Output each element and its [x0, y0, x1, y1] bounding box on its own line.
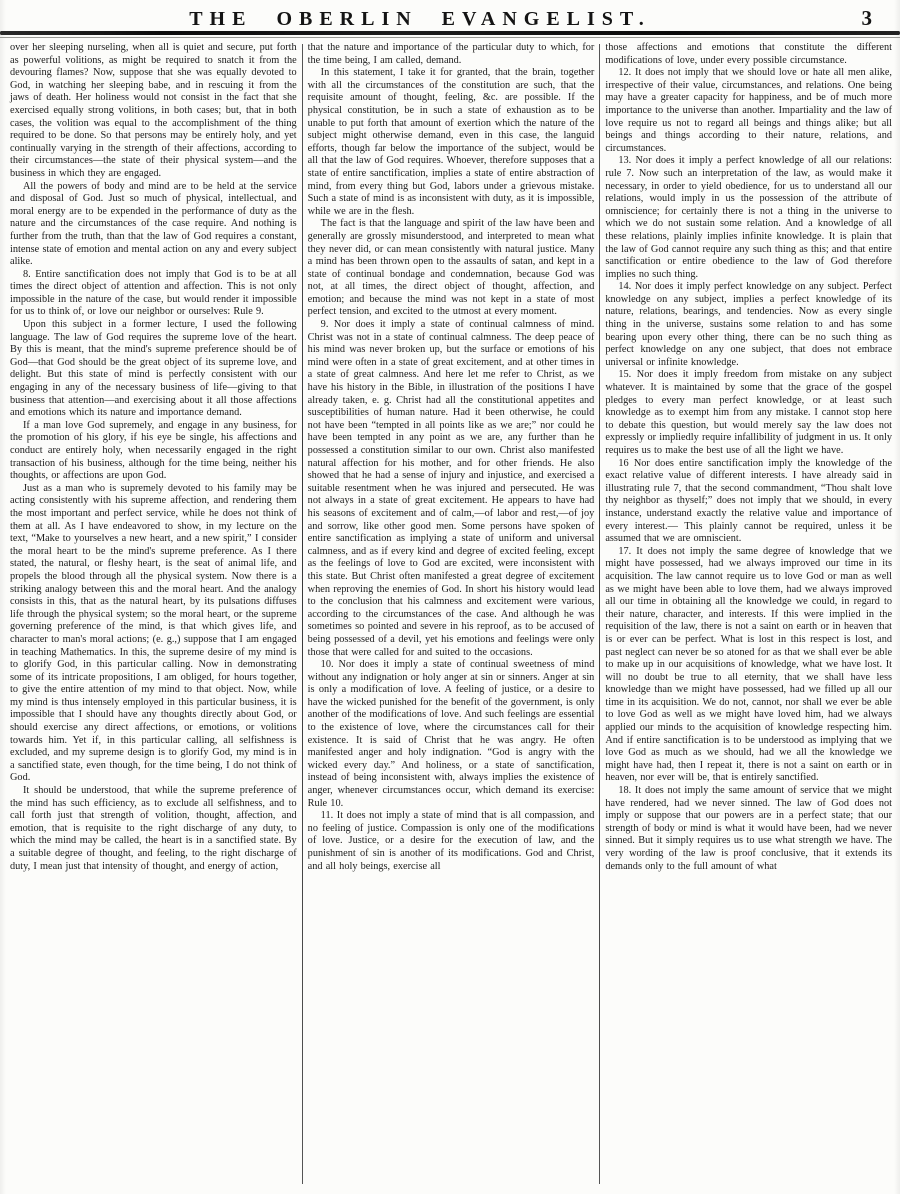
masthead	[0, 0, 900, 32]
paragraph: If a man love God supremely, and engage in any business, for the promotion of his glory, if his eye be single, his affections and conduct are entirely holy, when necessarily engaged in the right transaction of his business, although for the time being, neither his thoughts, or affections are upon God.	[10, 419, 297, 482]
masthead-title: THE OBERLIN EVANGELIST.	[189, 8, 651, 30]
paragraph: All the powers of body and mind are to be held at the service and disposal of God. Just so much of physical, intellectual, and moral energy are to be expended in the performance of duty as the nature and the circumstances of the case require. And nothing is further from the truth, than that the law of God requires a constant, intense state of emotion and mental action on any and every subject alike.	[10, 180, 297, 268]
paragraph: 11. It does not imply a state of mind that is all compassion, and no feeling of justice. Compassion is only one of the modifications of love. Justice, or a desire for the execution of law, and the punishment of sin is another of its modifications. God and Christ, and all holy beings, exercise all	[307, 810, 595, 872]
column-divider	[302, 44, 303, 1184]
paragraph: 9. Nor does it imply a state of continual calmness of mind. Christ was not in a state of continual calmness. The deep peace of his mind was never broken up, but the surface or emotions of his mind were often in a state of great excitement, and at other times in a state of great calmness. And here let me refer to Christ, as we have his history in the Bible, in illustration of the positions I have already taken, e. g. Christ had all the constitutional appetites and susceptibilities of human nature. Had it been otherwise, he could not have been “tempted in all points like as we are;” nor could he have been tempted in any point as we are, any further than he possessed a constitution similar to our own. Christ also manifested natural affection for his mother, and for other friends. He also showed that he had a sense of injury and injustice, and exercised a suitable resentment when he was injured and persecuted. He was not always in a state of great excitement. He appears to have had his seasons of excitement and of calm,—of labor and rest,—of joy and sorrow, like other good men. Some persons have spoken of entire sanctification as implying a state of uniform and universal calmness, and as if every kind and degree of excited feeling, except as the feelings of love to God are excited, were inconsistent with this state. But Christ often manifested a great degree of excitement when reproving the enemies of God. In short his history would lead to the conclusion that his calmness and excitement were various, according to the circumstances of the case. And although he was sometimes so pointed and severe in his reproof, as to be accused of being possessed of a devil, yet his emotions and feelings were only those that were called for and suited to the occasions.	[307, 319, 595, 658]
paragraph: Upon this subject in a former lecture, I used the following language. The law of God requires the supreme love of the heart. By this is meant, that the mind's supreme preference should be of God—that God should be the great object of its supreme love, and delight. But this state of mind is perfectly consistent with our engaging in any of the necessary business of life—giving to that business that attention—and exercising about it all those affections and emotions which its nature and importance demand.	[10, 319, 297, 419]
paragraph: 17. It does not imply the same degree of knowledge that we might have possessed, had we always improved our time in its acquisition. The law cannot require us to love God or man as well as we might have been able to love them, had we always improved all our time in obtaining all the knowledge we could, in regard to their nature, character, and interests. If this were implied in the requisition of the law, there is not a saint on earth or in heaven that is or ever can be perfect. What is lost in this respect is lost, and past neglect can never be so atoned for as that we shall ever be able to make up in our acquisitions of knowledge, what we have lost. It will no doubt be true to all eternity, that we shall have less knowledge than we might have possessed, had we filled up all our time in its acquisition. We do not, cannot, nor shall we ever be able to love God as well as we might have loved him, had we always applied our minds to the acquisition of knowledge respecting him. And if entire sanctification is to be understood as implying that we love God as much as we should, had we all the knowledge we might have had, then I repeat it, there is not a saint on earth or in heaven, nor ever will be, that is entirely sanctified.	[605, 545, 893, 784]
paragraph: It should be understood, that while the supreme preference of the mind has such efficiency, as to exclude all selfishness, and to call forth just that strength of volition, thought, affection, and emotion, that is requisite to the right discharge of any duty, to which the mind may be called, the heart is in a sanctified state. By a suitable degree of thought, and feeling, to the right discharge of duty, I mean just that intensity of thought, and energy of action,	[10, 785, 297, 872]
paragraph: In this statement, I take it for granted, that the brain, together with all the circumstances of the constitution are such, that the requisite amount of thought, feeling, &c. are possible. If the physical constitution, be in such a state of exhaustion as to be unable to put forth that amount of exertion which the nature of the subject might otherwise demand, even in this case, the languid efforts, though far below the importance of the subject, would be all that the law of God requires. Whoever, therefore supposes that a state of entire sanctification, implies a state of entire abstraction of mind, from every thing but God, labors under a grievous mistake. Such a state of mind is as inconsistent with duty, as it is impossible, while we are in the flesh.	[307, 67, 595, 217]
paragraph: 18. It does not imply the same amount of service that we might have rendered, had we never sinned. The law of God does not imply or suppose that our powers are in a perfect state; that our strength of body or mind is what it would have been, had we never sinned. But it simply requires us to use what strength we have. The very wording of the law is proof conclusive, that it extends its demands only to the full amount of what	[605, 785, 893, 872]
paragraph: 15. Nor does it imply freedom from mistake on any subject whatever. It is maintained by some that the grace of the gospel pledges to every man perfect knowledge, or at least such knowledge as to exempt him from any mistake. I cannot stop here to debate this question, but would merely say the law does not expressly or impliedly require infallibility of judgment in us. It only requires us to make the best use of all the light we have.	[605, 369, 893, 456]
paragraph: 10. Nor does it imply a state of continual sweetness of mind without any indignation or holy anger at sin or sinners. Anger at sin is only a modification of love. A feeling of justice, or a desire to have the wicked punished for the benefit of the government, is only another of the modifications of love. And such feelings are essential to the existence of love, where the circumstances call for their existence. It is said of Christ that he was angry. He often manifested anger and holy indignation. “God is angry with the wicked every day.” And holiness, or a state of sanctification, instead of being inconsistent with, always implies the existence of anger, whenever circumstances occur, which demand its exercise: Rule 10.	[307, 659, 595, 809]
paragraph: 12. It does not imply that we should love or hate all men alike, irrespective of their value, circumstances, and relations. One being may have a greater capacity for happiness, and be of much more importance to the universe than another. Impartiality and the law of love require us not to regard all beings and things alike; but all beings and things according to their nature, relations, and circumstances.	[605, 67, 893, 154]
text-column-2	[304, 42, 599, 1192]
paragraph: 16 Nor does entire sanctification imply the knowledge of the exact relative value of different interests. I have already said in illustrating rule 7, that the second commandment, “Thou shalt love thy neighbor as thyself;” does not imply that we should, in every instance, understand exactly the relative value and importance of every interest.— This plainly cannot be required, unless it be assumed that we are omniscient.	[605, 457, 893, 545]
paragraph: 14. Nor does it imply perfect knowledge on any subject. Perfect knowledge on any subject, implies a perfect knowledge of its nature, relations, bearings, and tendencies. Now as every single thing in the universe, sustains some relation to and has some bearing upon every other thing, there can be no such thing as perfect knowledge on any one subject, that does not embrace universal or infinite knowledge.	[605, 281, 893, 368]
masthead-rule	[0, 31, 900, 35]
article-body	[6, 42, 896, 1192]
paragraph: over her sleeping nurseling, when all is quiet and secure, put forth as powerful volitions, as might be required to snatch it from the devouring flames? Now, suppose that she was equally devoted to God, in watching her sleeping babe, and in rescuing it from the jaws of death. Her holiness would not consist in the fact that she exercised equally strong volitions, in both cases; but, that in both cases, the volition was equal to the accomplishment of the thing required to be done. So that persons may be entirely holy, and yet continually varying in the strength of their affections, according to their circumstances—the state of their physical system—and the business in which they are engaged.	[10, 42, 297, 179]
text-column-3	[601, 42, 896, 1192]
paragraph: that the nature and importance of the particular duty to which, for the time being, I am called, demand.	[307, 42, 595, 66]
column-divider	[599, 44, 600, 1184]
paragraph: those affections and emotions that constitute the different modifications of love, under every possible circumstance.	[605, 42, 893, 66]
paragraph: Just as a man who is supremely devoted to his family may be acting consistently with his supreme affection, and rendering them the most important and perfect service, while he does not think of them at all. As I have endeavored to show, in my lecture on the text, “Make to yourselves a new heart, and a new spirit,” I consider the moral heart to be the mind's supreme preference. As I there stated, the natural, or fleshy heart, is the seat of animal life, and propels the blood through all the physical system. Now there is a striking analogy between this and the moral heart. And the analogy consists in this, that as the natural heart, by its pulsations diffuses life through the physical system; so the moral heart, or the supreme governing preference of the mind, is that which gives life, and character to man's moral actions; (e. g.,) suppose that I am engaged in teaching Mathematics. In this, the supreme desire of my mind is to glorify God, in this particular calling. Now in demonstrating some of its intricate propositions, I am obliged, for hours together, to give the entire attention of my mind to that object. Now, while my mind is thus intensely employed in this particular business, it is impossible that I should have any thoughts directly about God, or should exercise any direct affections, or emotions, or volitions towards him. Yet if, in this particular calling, all selfishness is excluded, and my supreme design is to glorify God, my mind is in a sanctified state, even though, for the time being, I do not think of God.	[10, 482, 297, 784]
masthead-rule-shadow	[0, 37, 900, 38]
text-column-1	[6, 42, 301, 1192]
paragraph: The fact is that the language and spirit of the law have been and generally are grossly misunderstood, and interpreted to mean what they never did, or can mean consistently with natural justice. Many a mind has been thrown open to the assaults of satan, and kept in a state of continual bondage and condemnation, because God was not, at all times, the direct object of thought, affection, and emotion; and because the mind was not kept in a state of most perfect tension, and excited to the utmost at every moment.	[307, 218, 595, 318]
page-number: 3	[861, 6, 872, 30]
paragraph: 8. Entire sanctification does not imply that God is to be at all times the direct object of attention and affection. This is not only impossible in the nature of the case, but would render it impossible for us to think of, or love our neighbor or ourselves: Rule 9.	[10, 268, 297, 318]
paragraph: 13. Nor does it imply a perfect knowledge of all our relations: rule 7. Now such an interpretation of the law, as would make it necessary, in order to yield obedience, for us to understand all our relations, would imply in us the possession of the attribute of omniscience; for certainly there is not a thing in the universe to which we do not sustain some relation. And a knowledge of all these relations, plainly implies infinite knowledge. It is plain that the law of God cannot require any such thing as this; and that entire sanctification or entire obedience to the law of God therefore implies no such thing.	[605, 155, 893, 280]
